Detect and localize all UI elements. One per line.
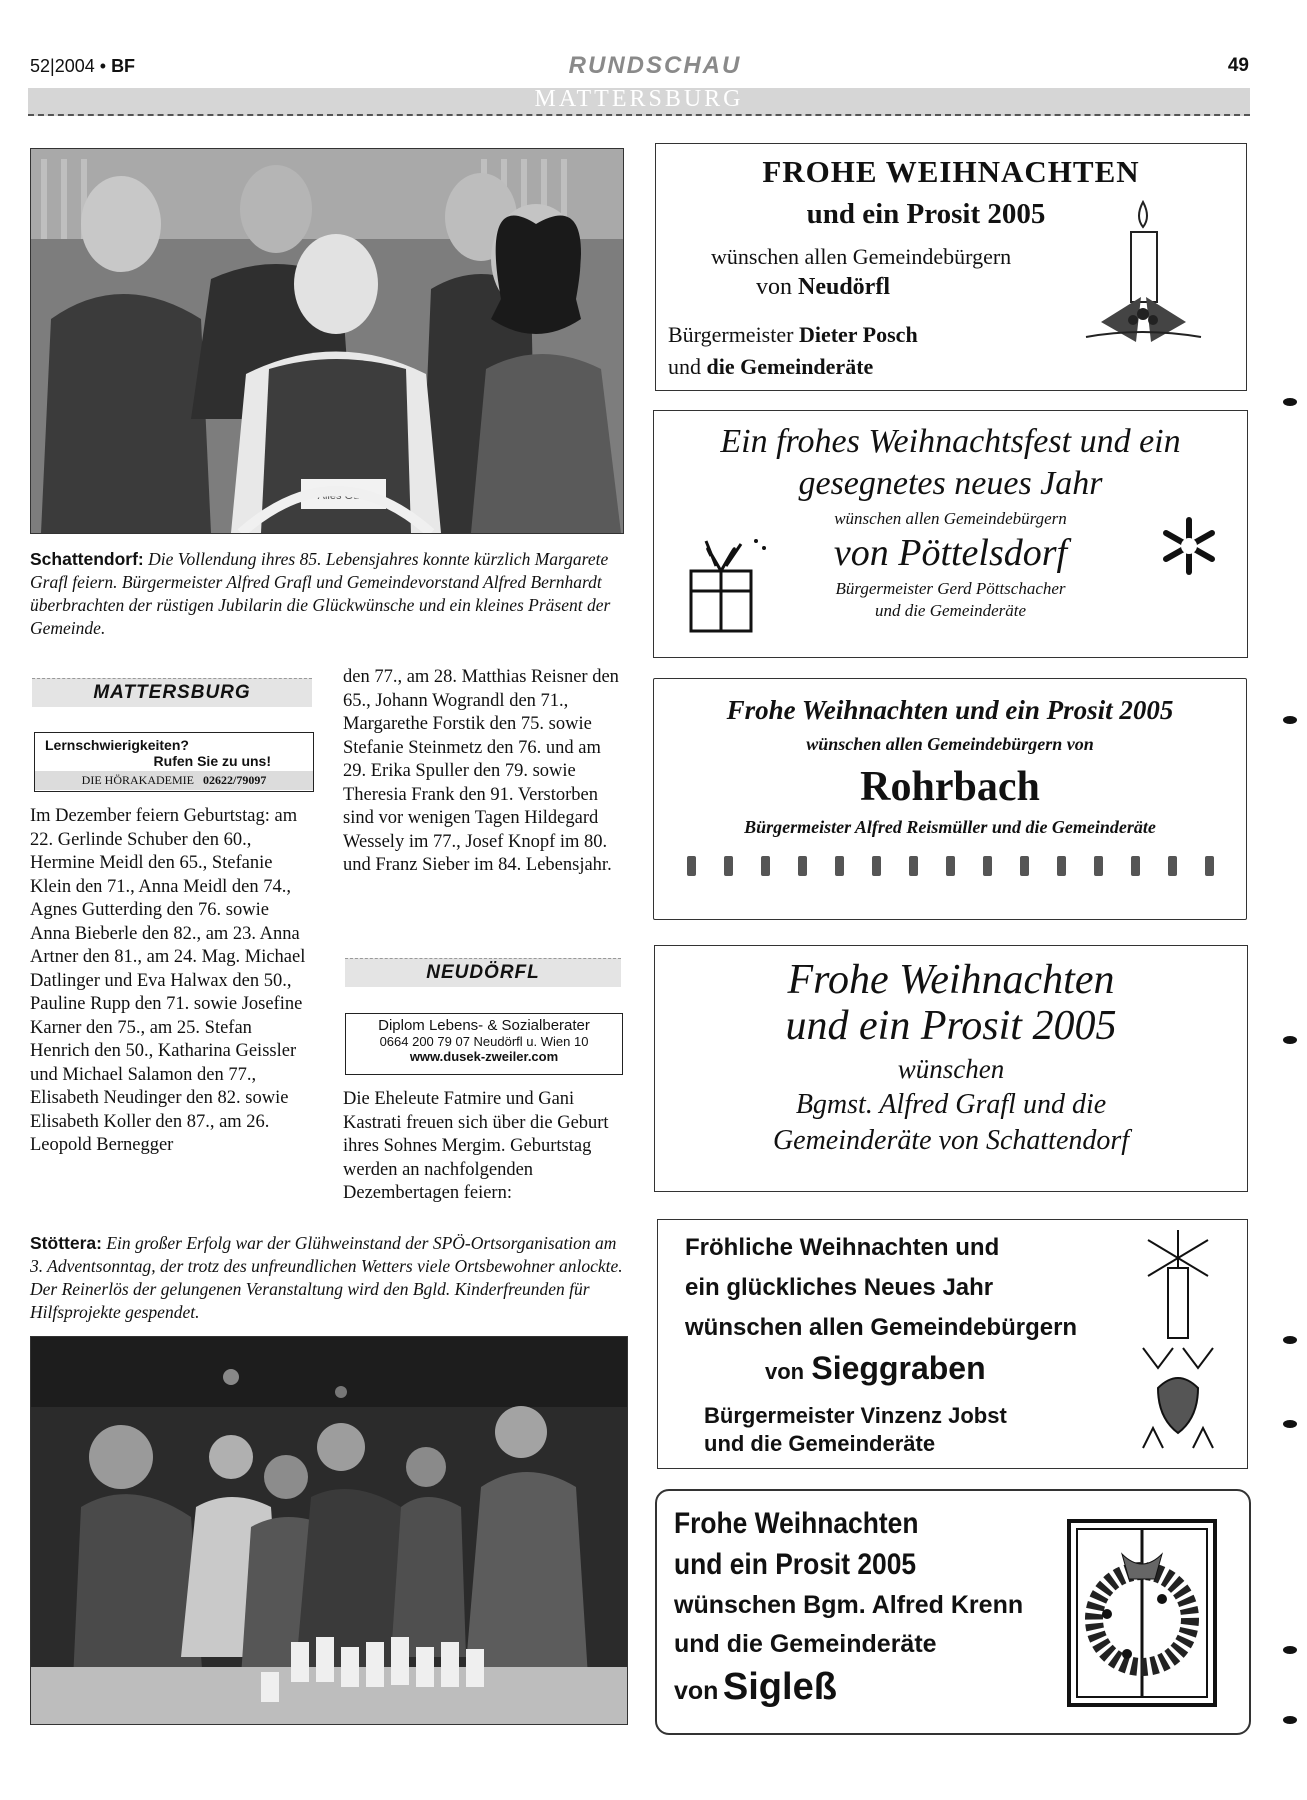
ad-schattendorf-line2: und ein Prosit 2005 bbox=[785, 1003, 1117, 1049]
ad-schattendorf-line5: Gemeinderäte von Schattendorf bbox=[772, 1125, 1130, 1156]
ad-neudoerfl-place: Neudörfl bbox=[798, 274, 890, 300]
mattersburg-text-col2: den 77., am 28. Matthias Reisner den 65., Johann Wograndl den 71., Margarethe Forstik den 75. sowie Stefanie Steinmetz den 76. und am 29. Erika Spuller den 79. sowie Theresia Frank den 91. Verstorben sind vor wenigen Tagen Hildegard Wessely im 77., Josef Knopf im 80. und Franz Sieber im 84. Lebensjahr. bbox=[343, 667, 619, 875]
ad-dusek-line2: 0664 200 79 07 Neudörfl u. Wien 10 bbox=[379, 1034, 589, 1049]
snowflake-icon bbox=[1159, 516, 1219, 576]
ad-poettelsdorf-line6: und die Gemeinderäte bbox=[874, 601, 1027, 620]
ad-poettelsdorf-line5: Bürgermeister Gerd Pöttschacher bbox=[835, 579, 1066, 598]
photo-schattendorf-group bbox=[30, 148, 624, 534]
margin-mark bbox=[1283, 1036, 1297, 1044]
wreath-window-icon bbox=[1067, 1519, 1217, 1707]
ad-neudoerfl-line6 bbox=[668, 354, 873, 380]
margin-mark bbox=[1283, 716, 1297, 724]
ad-sigless-line2: und ein Prosit 2005 bbox=[674, 1548, 917, 1581]
ad-schattendorf-line4: Bgmst. Alfred Grafl und die bbox=[795, 1089, 1107, 1120]
ad-neudoerfl-title: FROHE WEIHNACHTEN bbox=[762, 154, 1140, 189]
ad-dusek-zweiler bbox=[345, 1013, 623, 1075]
gift-card-text: Alles Gute bbox=[317, 490, 369, 502]
ad-rohrbach bbox=[653, 678, 1247, 920]
margin-mark bbox=[1283, 1420, 1297, 1428]
ad-rohrbach-line2: wünschen allen Gemeindebürgern von bbox=[806, 734, 1094, 754]
issue-number: 52|2004 • bbox=[30, 56, 107, 76]
ad-sieggraben-place-prefix: von bbox=[765, 1359, 805, 1384]
issue-info bbox=[30, 56, 135, 77]
ad-sieggraben-line4 bbox=[685, 1348, 1077, 1392]
ad-hoerakademie-phone: 02622/79097 bbox=[202, 773, 267, 787]
ad-sigless-line5 bbox=[674, 1663, 1023, 1719]
ad-schattendorf-line1: Frohe Weihnachten bbox=[787, 957, 1115, 1003]
ad-dusek-website: www.dusek-zweiler.com bbox=[409, 1049, 559, 1064]
ad-neudoerfl bbox=[655, 143, 1247, 391]
ad-neudoerfl-line2: und ein Prosit 2005 bbox=[806, 198, 1046, 230]
margin-mark bbox=[1283, 1336, 1297, 1344]
ad-poettelsdorf-line1: Ein frohes Weihnachtsfest und ein bbox=[720, 423, 1181, 460]
ad-sigless-place-prefix: von bbox=[674, 1677, 719, 1705]
ad-hoerakademie-org: DIE HÖRAKADEMIE bbox=[81, 773, 194, 787]
neudoerfl-text: Die Eheleute Fatmire und Gani Kastrati freuen sich über die Geburt ihres Sohnes Mergim. Geburtstag werden an nachfolgenden Dezembertagen feiern: bbox=[343, 1089, 609, 1203]
brand: BF bbox=[111, 56, 136, 76]
page-number: 49 bbox=[1227, 55, 1249, 76]
caption-place: Schattendorf: bbox=[30, 549, 144, 569]
ad-neudoerfl-council: die Gemeinderäte bbox=[706, 354, 874, 379]
candle-holly-icon bbox=[1081, 192, 1206, 372]
ad-neudoerfl-line5 bbox=[668, 322, 918, 348]
photo1-caption bbox=[30, 548, 625, 640]
candle-row-icon bbox=[654, 856, 1246, 876]
ad-sieggraben-line1: Fröhliche Weihnachten und bbox=[685, 1234, 1000, 1261]
rubric-mattersburg: MATTERSBURG bbox=[32, 678, 312, 707]
group-photo-illustration bbox=[31, 149, 623, 533]
photo-stoettera-crowd bbox=[30, 1336, 628, 1725]
photo2-caption bbox=[30, 1232, 625, 1324]
mattersburg-text-col1: Im Dezember feiern Geburtstag: am 22. Gerlinde Schuber den 60., Hermine Meidl den 65., Stefanie Klein den 71., Anna Meidl den 74., Agnes Gutterding den 76. sowie Anna Bieberle den 82., am 23. Anna Artner den 81., am 24. Mag. Michael Datlinger und Eva Halwax den 50., Pauline Rupp den 71. sowie Josefine Karner den 75., am 25. Stefan Henrich den 50., Katharina Geissler und Michael Salamon den 77., Elisabeth Neudinger den 82. sowie Elisabeth Koller den 87., am 26. Leopold Bernegger bbox=[30, 806, 306, 1155]
ad-sieggraben-place: Sieggraben bbox=[811, 1350, 986, 1386]
ad-schattendorf-line3: wünschen bbox=[897, 1054, 1005, 1084]
ad-sigless-place: Sigleß bbox=[722, 1666, 837, 1708]
rubric-neudoerfl: NEUDÖRFL bbox=[345, 958, 621, 987]
margin-mark bbox=[1283, 1716, 1297, 1724]
ad-neudoerfl-line3: wünschen allen Gemeindebürgern bbox=[711, 244, 1012, 269]
ad-dusek-line1: Diplom Lebens- & Sozialberater bbox=[378, 1017, 590, 1034]
ad-rohrbach-line4: Bürgermeister Alfred Reismüller und die Gemeinderäte bbox=[744, 817, 1156, 837]
publication-title: RUNDSCHAU bbox=[568, 52, 742, 79]
ad-sigless-line3: wünschen Bgm. Alfred Krenn bbox=[674, 1591, 1024, 1619]
section-title: MATTERSBURG bbox=[534, 86, 744, 112]
ad-neudoerfl-mayor-prefix: Bürgermeister bbox=[668, 322, 794, 347]
ad-poettelsdorf-line2: gesegnetes neues Jahr bbox=[798, 465, 1103, 502]
ad-sieggraben-line2: ein glückliches Neues Jahr bbox=[685, 1274, 994, 1301]
ad-poettelsdorf bbox=[653, 410, 1248, 658]
caption-text: Die Vollendung ihres 85. Lebensjahres konnte kürzlich Margarete Grafl feiern. Bürgermeister Alfred Grafl und Gemeindevorstand Alfred Bernhardt überbrachten der rüstigen Jubilarin die Glückwünsche und ein kleines Präsent der Gemeinde. bbox=[30, 549, 611, 638]
ad-sieggraben-line5: Bürgermeister Vinzenz Jobst bbox=[704, 1403, 1007, 1428]
christmas-ornament-icon bbox=[1128, 1228, 1228, 1460]
ad-sieggraben-line3: wünschen allen Gemeindebürgern bbox=[685, 1314, 1078, 1341]
ad-sieggraben bbox=[657, 1219, 1248, 1469]
ad-hoerakademie-line2: Rufen Sie zu uns! bbox=[153, 753, 271, 769]
ad-rohrbach-line1: Frohe Weihnachten und ein Prosit 2005 bbox=[726, 695, 1174, 725]
ad-schattendorf bbox=[654, 945, 1248, 1192]
ad-poettelsdorf-place: von Pöttelsdorf bbox=[833, 532, 1068, 574]
caption-place: Stöttera: bbox=[30, 1233, 102, 1253]
margin-mark bbox=[1283, 398, 1297, 406]
ad-neudoerfl-mayor: Dieter Posch bbox=[798, 322, 918, 347]
ad-hoerakademie bbox=[34, 732, 314, 792]
ad-sigless-line4: und die Gemeinderäte bbox=[674, 1630, 937, 1658]
ad-sieggraben-line6: und die Gemeinderäte bbox=[704, 1431, 936, 1456]
ad-sigless-line1: Frohe Weihnachten bbox=[674, 1507, 919, 1540]
caption-text: Ein großer Erfolg war der Glühweinstand der SPÖ-Ortsorganisation am 3. Adventsonntag, der trotz des unfreundlichen Wetters viele Ortsbewohner anlockte. Der Reinerlös der gelungenen Veranstaltung wird den Bgld. Kinderfreunden für Hilfsprojekte gespendet. bbox=[30, 1233, 623, 1322]
margin-mark bbox=[1283, 1646, 1297, 1654]
ad-neudoerfl-prefix: von bbox=[756, 274, 792, 300]
ad-neudoerfl-line4 bbox=[756, 274, 890, 301]
crowd-photo-illustration bbox=[31, 1337, 627, 1724]
gift-box-icon bbox=[686, 526, 776, 636]
ad-sigless bbox=[655, 1489, 1251, 1735]
ad-poettelsdorf-line3: wünschen allen Gemeindebürgern bbox=[834, 509, 1067, 528]
ad-neudoerfl-council-prefix: und bbox=[668, 354, 701, 379]
ad-rohrbach-place: Rohrbach bbox=[860, 764, 1040, 810]
ad-hoerakademie-line1: Lernschwierigkeiten? bbox=[45, 737, 189, 753]
